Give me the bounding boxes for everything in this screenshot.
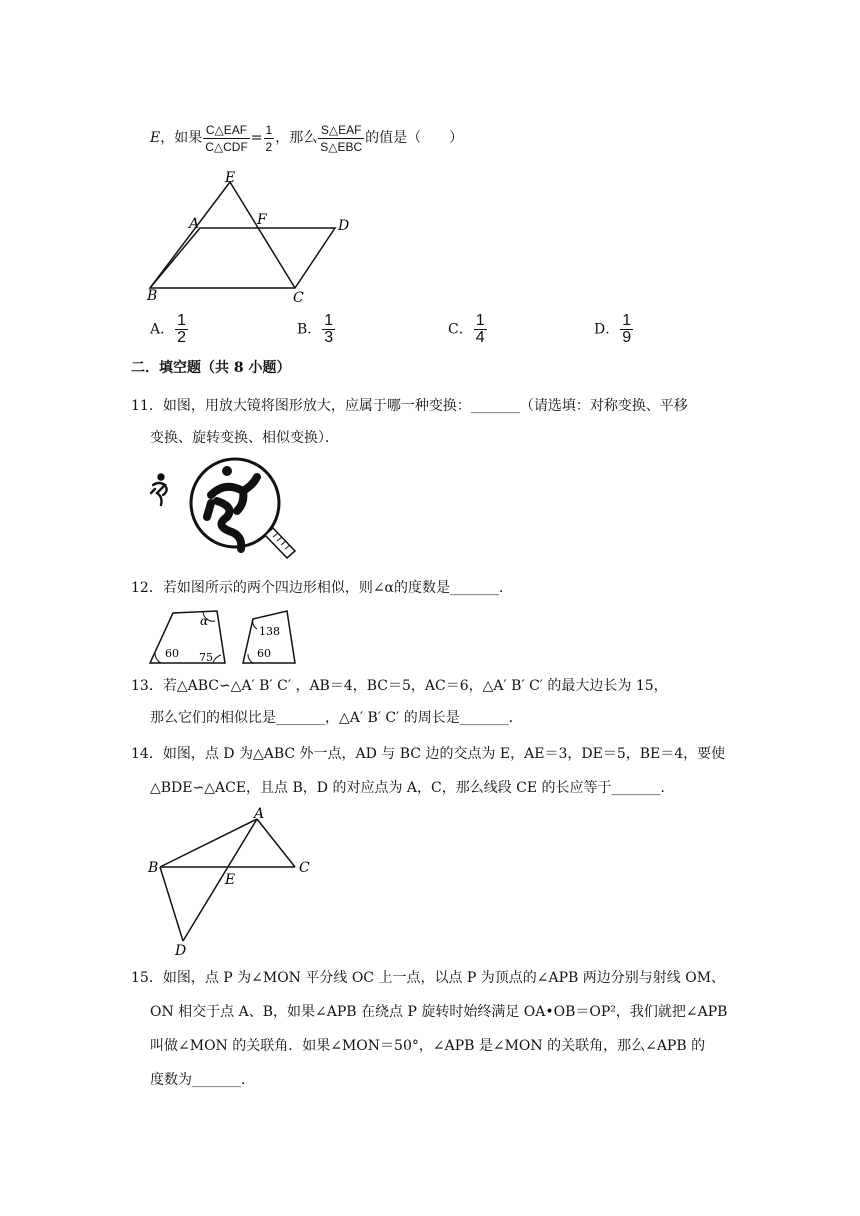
q10-label-b: B bbox=[147, 288, 158, 304]
q10-label-a: A bbox=[189, 216, 200, 232]
q11-line-1: 11．如图，用放大镜将图形放大，应属于哪一种变换：_______（请选填：对称变换、平移 bbox=[131, 398, 688, 414]
q10-figure bbox=[145, 170, 360, 305]
q12-arc-60 bbox=[155, 653, 161, 663]
q10-line-ec bbox=[230, 182, 295, 288]
q10-perimeter-ratio: $\frac{\text{C△EAF}}{\text{C△CDF}}$ bbox=[205, 122, 248, 154]
q12-line-1: 12．若如图所示的两个四边形相似，则∠α的度数是_______． bbox=[131, 580, 513, 596]
q10-label-e: E bbox=[225, 170, 236, 186]
q10-half: $\frac{1}{2}$ bbox=[265, 122, 273, 154]
q10-point-e: E bbox=[150, 130, 161, 146]
q14-label-c: C bbox=[299, 860, 310, 876]
q14-label-e: E bbox=[225, 872, 236, 888]
q12-arc-75 bbox=[213, 655, 221, 663]
q10-line-be bbox=[150, 182, 230, 288]
q14-label-b: B bbox=[148, 860, 159, 876]
q12-label-60-b: 60 bbox=[257, 647, 271, 660]
q10-text-value: 的值是（ ） bbox=[365, 130, 464, 146]
q14-label-a: A bbox=[254, 806, 265, 822]
q11-figure bbox=[145, 455, 305, 565]
q10-option-b[interactable]: B． $\frac{1}{3}$ bbox=[297, 312, 334, 346]
q10-option-c[interactable]: C． $\frac{1}{4}$ bbox=[448, 312, 485, 346]
q10-label-c: C bbox=[293, 290, 304, 305]
q13-line-1: 13．若△ABC∽△A′ B′ C′ ，AB＝4，BC＝5，AC＝6，△A′ B′ C′ 的最大边长为 15， bbox=[131, 678, 668, 694]
q11-line-2: 变换、旋转变换、相似变换）． bbox=[150, 430, 339, 446]
q10-label-d: D bbox=[338, 218, 350, 234]
q15-line-2: ON 相交于点 A、B，如果∠APB 在绕点 P 旋转时始终满足 OA•OB＝OP²，我们就把∠APB bbox=[150, 1004, 728, 1020]
q10-parallelogram bbox=[150, 228, 335, 288]
q14-line-ac bbox=[257, 819, 295, 867]
q14-line-1: 14．如图，点 D 为△ABC 外一点，AD 与 BC 边的交点为 E，AE＝3，DE＝5，BE＝4，要使 bbox=[131, 746, 726, 762]
q10-option-d[interactable]: D． $\frac{1}{9}$ bbox=[594, 312, 632, 346]
q15-line-1: 15．如图，点 P 为∠MON 平分线 OC 上一点，以点 P 为顶点的∠APB 两边分别与射线 OM、 bbox=[131, 970, 726, 986]
q13-line-2: 那么它们的相似比是_______，△A′ B′ C′ 的周长是_______． bbox=[150, 710, 523, 726]
q10-option-a[interactable]: A． $\frac{1}{2}$ bbox=[150, 312, 187, 346]
q10-label-f: F bbox=[257, 212, 267, 228]
q14-figure bbox=[145, 805, 315, 960]
q10-text-then: ，那么 bbox=[275, 130, 318, 146]
q14-line-2: △BDE∽△ACE，且点 B，D 的对应点为 A，C，那么线段 CE 的长应等于_______． bbox=[150, 780, 675, 796]
q10-equals: = bbox=[250, 130, 263, 146]
q12-quad-1 bbox=[150, 611, 225, 663]
q10-text-if: ，如果 bbox=[160, 130, 203, 146]
section-heading: 二．填空题（共 8 小题） bbox=[131, 360, 291, 376]
q10-area-ratio: $\frac{\text{S△EAF}}{\text{S△EBC}}$ bbox=[320, 122, 363, 154]
q15-line-3: 叫做∠MON 的关联角．如果∠MON＝50°，∠APB 是∠MON 的关联角，那么∠APB 的 bbox=[150, 1038, 706, 1054]
q12-label-alpha: α bbox=[200, 614, 209, 628]
q12-label-60-a: 60 bbox=[165, 647, 179, 660]
q10-formula-line bbox=[150, 118, 463, 158]
small-dancer-icon bbox=[151, 475, 167, 506]
q12-figure bbox=[145, 605, 315, 667]
q15-line-4: 度数为_______． bbox=[150, 1072, 255, 1088]
q12-label-138: 138 bbox=[259, 625, 280, 638]
magnifier-handle-icon bbox=[265, 528, 295, 558]
q12-arc-60-b bbox=[248, 654, 253, 663]
q14-label-d: D bbox=[175, 943, 187, 959]
q12-label-75: 75 bbox=[199, 651, 213, 664]
q14-line-bd bbox=[160, 867, 183, 941]
